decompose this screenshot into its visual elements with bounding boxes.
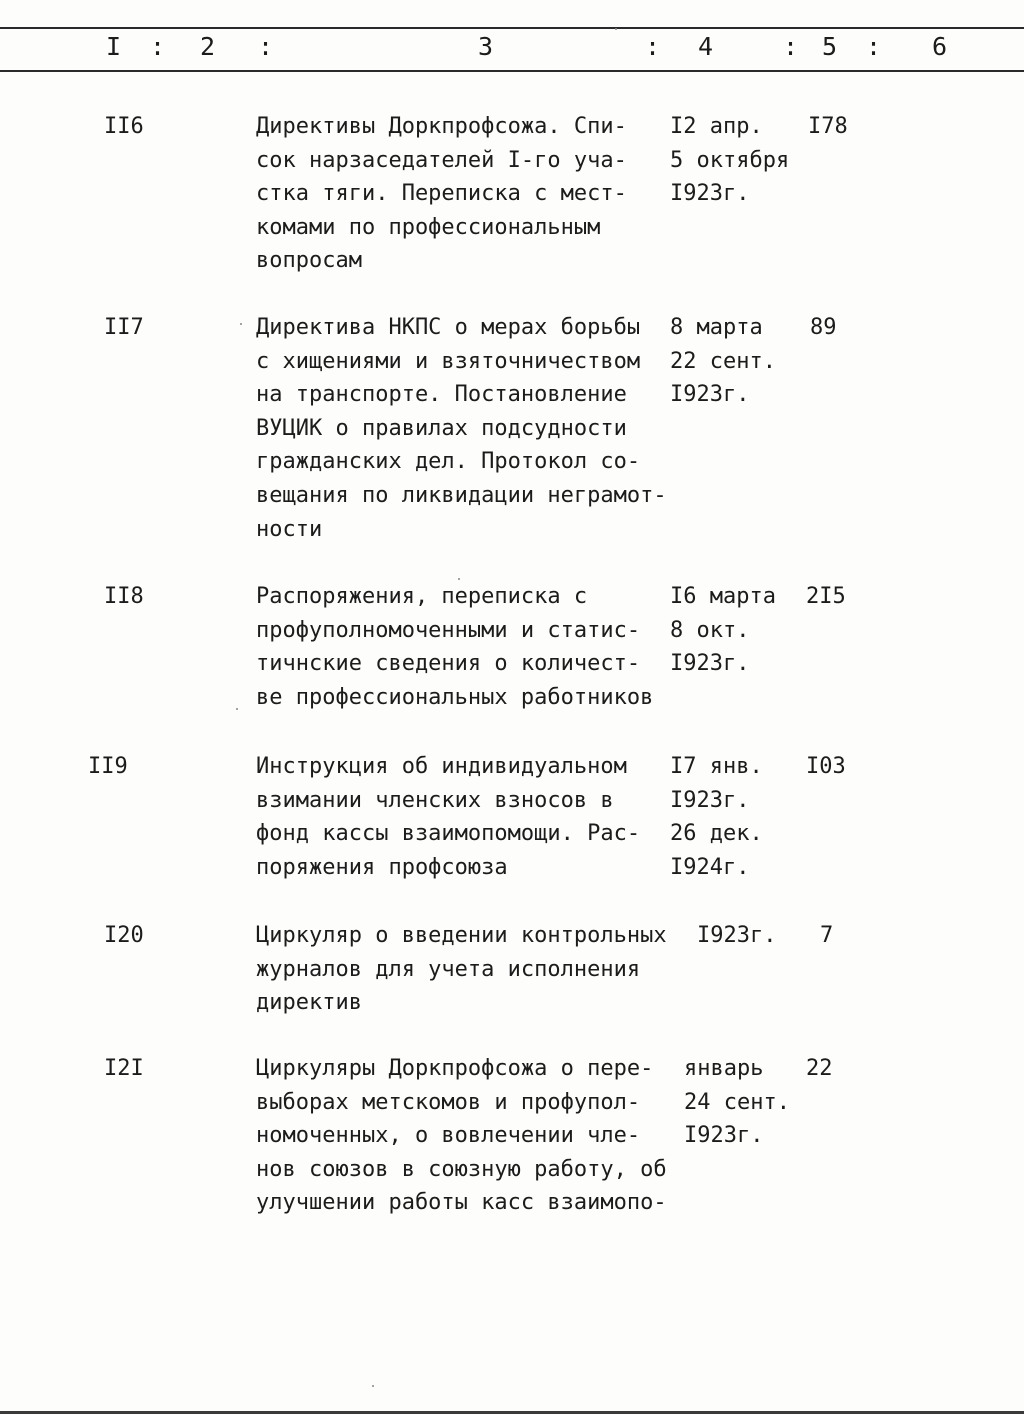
column-5-header: 5: [822, 32, 838, 61]
title-line: Циркуляры Доркпрофсожа о пере-: [256, 1056, 654, 1081]
title-line: Инструкция об индивидуальном: [256, 754, 627, 779]
column-separator: :: [150, 32, 166, 61]
entry-dates: [670, 750, 810, 884]
date-line: I923г.: [697, 923, 777, 948]
paper-speck: [372, 1385, 374, 1387]
title-line: тичнские сведения о количест-: [256, 651, 641, 677]
column-separator: :: [258, 32, 274, 61]
column-1-header: I: [106, 32, 122, 61]
column-header-row: [0, 30, 1024, 64]
date-line: 26 дек.: [670, 821, 763, 847]
title-line: на транспорте. Постановление: [256, 382, 627, 408]
title-line: ве профессиональных работников: [256, 684, 654, 710]
entry-dates: [670, 110, 810, 211]
title-line: номоченных, о вовлечении чле-: [256, 1123, 641, 1149]
header-top-rule: [0, 27, 1024, 29]
entry-dates: [670, 580, 810, 681]
paper-speck: [615, 28, 617, 30]
column-4-header: 4: [698, 32, 714, 61]
title-line: гражданских дел. Протокол со-: [256, 449, 641, 475]
entry-sheet-count: 22: [806, 1056, 833, 1081]
paper-speck: [240, 323, 242, 325]
date-line: I923г.: [684, 1123, 764, 1149]
date-line: I923г.: [670, 651, 750, 677]
entry-number: II7: [104, 315, 144, 340]
title-line: фонд кассы взаимопомощи. Рас-: [256, 821, 641, 847]
title-line: журналов для учета исполнения: [256, 956, 641, 982]
entry-sheet-count: 89: [810, 315, 837, 340]
inventory-entry: [0, 750, 1024, 890]
date-line: 5 октября: [670, 147, 790, 173]
title-line: директив: [256, 990, 362, 1016]
date-line: I923г.: [670, 787, 750, 813]
date-line: I2 апр.: [670, 114, 763, 139]
date-line: 8 марта: [670, 315, 763, 340]
title-line: поряжения профсоюза: [256, 854, 508, 880]
title-line: комами по профессиональным: [256, 214, 601, 240]
entry-sheet-count: I78: [808, 114, 848, 139]
paper-speck: [458, 578, 460, 580]
entry-title: [256, 110, 676, 278]
title-line: Распоряжения, переписка с: [256, 584, 588, 609]
entry-number: II8: [104, 584, 144, 609]
column-3-header: 3: [478, 32, 494, 61]
inventory-entry: [0, 580, 1024, 720]
column-2-header: 2: [200, 32, 216, 61]
entry-dates: [684, 1052, 824, 1153]
column-6-header: 6: [932, 32, 948, 61]
entry-dates: [697, 919, 837, 953]
title-line: улучшении работы касс взаимопо-: [256, 1190, 667, 1216]
entry-sheet-count: 7: [820, 923, 834, 948]
entry-number: II9: [88, 754, 128, 779]
column-separator: :: [783, 32, 799, 61]
inventory-entry: [0, 919, 1024, 1024]
column-separator: :: [866, 32, 882, 61]
date-line: I924г.: [670, 854, 750, 880]
date-line: I7 янв.: [670, 754, 763, 779]
title-line: взимании членских взносов в: [256, 787, 614, 813]
entry-title: [256, 1052, 676, 1220]
date-line: I6 марта: [670, 584, 776, 609]
paper-speck: [236, 708, 238, 710]
inventory-entry: [0, 110, 1024, 280]
entry-title: [256, 919, 676, 1020]
entry-number: II6: [104, 114, 144, 139]
date-line: 22 сент.: [670, 348, 776, 374]
title-line: стка тяги. Переписка с мест-: [256, 181, 627, 207]
entry-title: [256, 580, 676, 714]
entry-title: [256, 750, 676, 884]
title-line: профуполномоченными и статис-: [256, 617, 641, 643]
title-line: с хищениями и взяточничеством: [256, 348, 641, 374]
page-bottom-edge: [0, 1411, 1024, 1414]
title-line: вещания по ликвидации неграмот-: [256, 482, 667, 508]
title-line: ности: [256, 516, 323, 542]
inventory-entry: [0, 1052, 1024, 1227]
title-line: Директива НКПС о мерах борьбы: [256, 315, 641, 340]
header-bottom-rule: [0, 70, 1024, 72]
inventory-entry: [0, 311, 1024, 551]
title-line: выборах метскомов и профупол-: [256, 1089, 641, 1115]
title-line: Циркуляр о введении контрольных: [256, 923, 667, 948]
date-line: I923г.: [670, 382, 750, 408]
title-line: нов союзов в союзную работу, об: [256, 1156, 667, 1182]
date-line: 24 сент.: [684, 1089, 790, 1115]
date-line: 8 окт.: [670, 617, 750, 643]
entry-sheet-count: 2I5: [806, 584, 846, 609]
entry-number: I2I: [104, 1056, 144, 1081]
date-line: I923г.: [670, 181, 750, 207]
date-line: январь: [684, 1056, 764, 1081]
title-line: ВУЦИК о правилах подсудности: [256, 415, 627, 441]
column-separator: :: [645, 32, 661, 61]
title-line: сок нарзаседателей I-го уча-: [256, 147, 627, 173]
entry-number: I20: [104, 923, 144, 948]
title-line: Директивы Доркпрофсожа. Спи-: [256, 114, 627, 139]
entry-title: [256, 311, 676, 546]
entry-sheet-count: I03: [806, 754, 846, 779]
entry-dates: [670, 311, 810, 412]
title-line: вопросам: [256, 248, 362, 274]
